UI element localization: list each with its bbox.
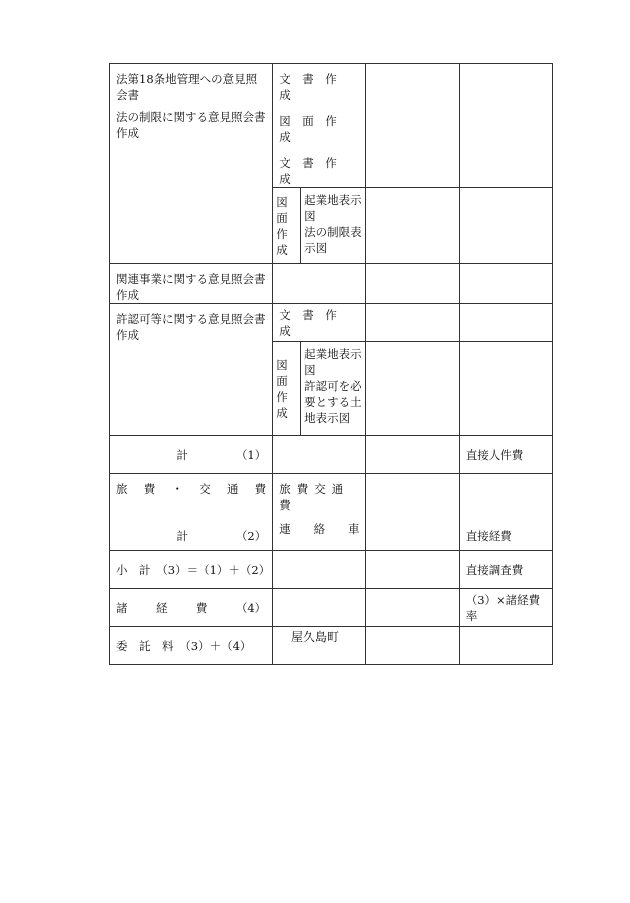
blank-cell: [273, 551, 366, 589]
blank-cell: [366, 436, 459, 474]
total-label: 計: [176, 447, 188, 462]
blank-cell: [273, 264, 366, 304]
blank-cell: [459, 188, 552, 264]
blank-cell: [273, 436, 366, 474]
blank-cell: [366, 188, 459, 264]
doc-line: 図 面 作 成: [279, 114, 349, 144]
zumen-items: [301, 342, 366, 436]
cost-table: [109, 63, 553, 665]
blank-cell: [459, 342, 552, 436]
zumen-label: 図面作成: [273, 188, 301, 264]
zumen-label: 図面作成: [273, 342, 301, 436]
subtotal-cell: 小 計 （3）＝（1）＋（2）: [110, 551, 273, 589]
misc-cell: 諸 経 費 （4）: [110, 589, 273, 627]
zumen-item: 法の制限表示図: [304, 225, 362, 255]
total-num: （1）: [235, 447, 267, 462]
note-cell: （3）×諸経費率: [459, 589, 552, 627]
total-num: （2）: [235, 529, 267, 543]
note-cell: 直接調査費: [459, 551, 552, 589]
blank-cell: [366, 589, 459, 627]
blank-cell: [459, 64, 552, 188]
zumen-item: 許認可を必要とする土地表示図: [304, 379, 362, 425]
blank-cell: [273, 589, 366, 627]
note-cell: 直接人件費: [459, 436, 552, 474]
blank-cell: [366, 304, 459, 342]
item-cell: [110, 64, 273, 264]
item-text: 法第18条地管理への意見照会書: [116, 72, 258, 102]
travel-sub: 旅費交通費: [279, 482, 350, 512]
blank-cell: [366, 551, 459, 589]
travel-label: 旅 費 ・ 交 通 費: [116, 482, 267, 496]
commission-cell: 委 託 料 （3）＋（4）: [110, 627, 273, 665]
doc-line: 文 書 作 成: [279, 156, 349, 186]
blank-cell: [366, 64, 459, 188]
item-cell: 許認可等に関する意見照会書作成: [110, 304, 273, 436]
zumen-items: [301, 188, 366, 264]
blank-cell: [366, 474, 459, 551]
note-cell: 直接経費: [459, 474, 552, 551]
travel-cell: [110, 474, 273, 551]
footer-town: 屋久島町: [290, 630, 339, 644]
blank-cell: [366, 342, 459, 436]
doc-cell: 文 書 作 成: [273, 304, 366, 342]
travel-sub-cell: [273, 474, 366, 551]
zumen-item: 起業地表示図: [304, 347, 362, 377]
blank-cell: [366, 264, 459, 304]
blank-cell: [459, 304, 552, 342]
item-cell: 関連事業に関する意見照会書作成: [110, 264, 273, 304]
liaison-car: 連 絡 車: [279, 522, 360, 536]
total-label: 計: [176, 529, 188, 543]
item-text: 法の制限に関する意見照会書作成: [116, 110, 266, 140]
blank-cell: [459, 264, 552, 304]
doc-cell: [273, 64, 366, 188]
zumen-item: 起業地表示図: [304, 193, 362, 223]
doc-line: 文 書 作 成: [279, 72, 349, 102]
total-cell: [110, 436, 273, 474]
